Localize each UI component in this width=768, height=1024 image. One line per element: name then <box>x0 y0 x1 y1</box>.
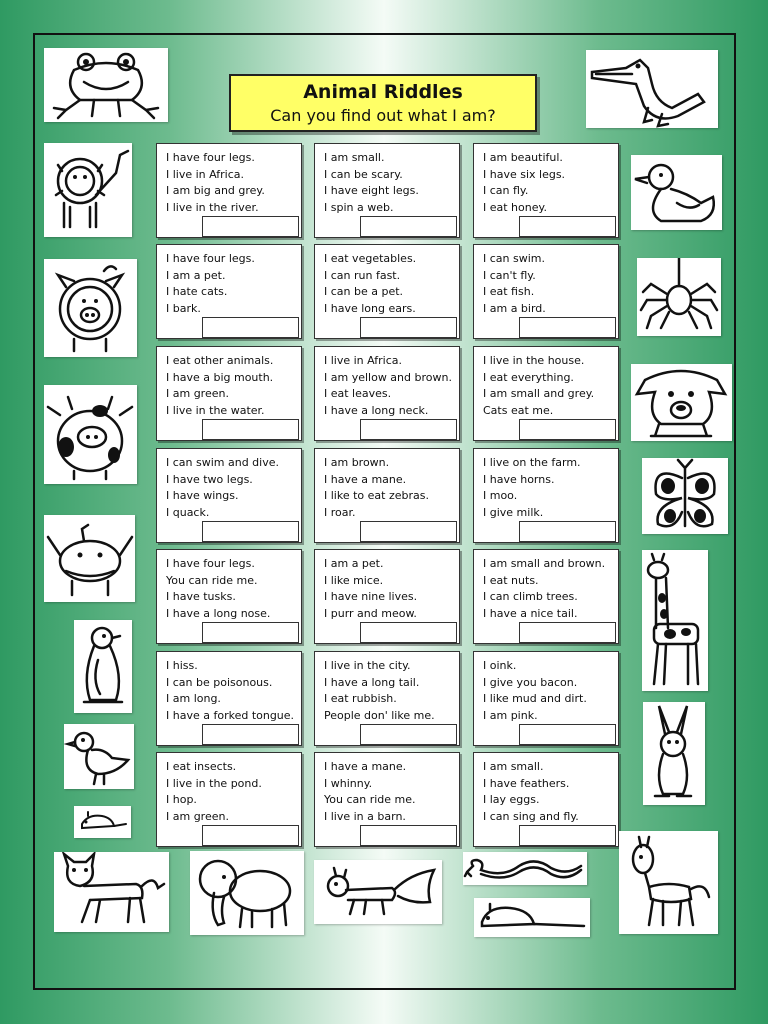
answer-box[interactable] <box>360 317 457 338</box>
riddle-clue-line: I am brown. <box>324 456 390 469</box>
riddle-card <box>156 143 302 238</box>
riddle-card <box>314 752 460 847</box>
riddle-clue-line: I eat vegetables. <box>324 252 417 265</box>
answer-box[interactable] <box>202 317 299 338</box>
answer-box[interactable] <box>202 521 299 542</box>
riddle-clues <box>324 556 455 622</box>
frog-picture <box>44 48 168 122</box>
answer-box[interactable] <box>519 521 616 542</box>
riddle-clue-line: I like mud and dirt. <box>483 692 587 705</box>
riddle-clues <box>166 658 297 724</box>
riddle-clue-line: I whinny. <box>324 776 373 790</box>
riddle-card <box>314 244 460 339</box>
riddle-clue-line: I live in the city. <box>324 659 411 672</box>
riddle-clues <box>483 251 614 317</box>
riddle-card <box>473 346 619 441</box>
riddle-clue-line: I have wings. <box>166 489 239 502</box>
penguin-picture <box>74 620 132 713</box>
riddle-clue-line: I am small and brown. <box>483 557 606 570</box>
riddle-card <box>156 448 302 543</box>
lion-picture <box>44 143 132 237</box>
riddle-card <box>473 143 619 238</box>
riddle-clue-line: I oink. <box>483 659 517 672</box>
riddle-clue-line: I eat fish. <box>483 285 535 298</box>
riddle-clues <box>483 150 614 216</box>
riddle-clue-line: I can be scary. <box>324 167 403 181</box>
riddle-clue-line: I am small. <box>324 151 385 164</box>
riddle-card <box>473 244 619 339</box>
riddle-card <box>314 549 460 644</box>
answer-box[interactable] <box>360 825 457 846</box>
riddle-clues <box>483 353 614 419</box>
butterfly-picture <box>642 458 728 534</box>
riddle-card <box>473 752 619 847</box>
riddle-clue-line: I live in a barn. <box>324 809 406 823</box>
riddle-clue-line: I live in the water. <box>166 403 265 417</box>
riddle-clue-line: I give milk. <box>483 505 544 519</box>
page-subtitle: Can you find out what I am? <box>270 106 496 125</box>
riddle-clue-line: I have feathers. <box>483 776 570 790</box>
page-title: Animal Riddles <box>303 81 463 103</box>
riddle-clue-line: I eat other animals. <box>166 354 274 367</box>
riddle-clue-line: I have four legs. <box>166 557 255 570</box>
riddle-card <box>473 448 619 543</box>
riddle-card <box>314 448 460 543</box>
riddle-clue-line: I like mice. <box>324 573 384 587</box>
answer-box[interactable] <box>360 419 457 440</box>
rat-picture <box>474 898 590 937</box>
riddle-clue-line: I purr and meow. <box>324 606 417 620</box>
riddle-clues <box>483 658 614 724</box>
riddle-clue-line: I am a pet. <box>324 557 384 570</box>
answer-box[interactable] <box>360 724 457 745</box>
answer-box[interactable] <box>519 724 616 745</box>
riddle-clues <box>483 759 614 825</box>
riddle-clue-line: I am green. <box>166 809 229 823</box>
title-box <box>229 74 537 132</box>
riddle-clues <box>166 556 297 622</box>
riddle-clue-line: I have a forked tongue. <box>166 708 295 722</box>
riddle-clue-line: I eat nuts. <box>483 573 539 587</box>
riddle-clue-line: I am green. <box>166 387 229 400</box>
dog-picture <box>631 364 732 441</box>
rabbit-picture <box>643 702 705 805</box>
answer-box[interactable] <box>360 521 457 542</box>
riddle-clue-line: I live in the pond. <box>166 776 262 790</box>
riddle-clue-line: I have a nice tail. <box>483 606 578 620</box>
riddle-clue-line: I am pink. <box>483 708 538 722</box>
riddle-clue-line: I am beautiful. <box>483 151 563 164</box>
riddle-clue-line: I have a mane. <box>324 760 407 773</box>
riddle-clues <box>166 455 297 521</box>
hippo-picture <box>44 515 135 602</box>
pig-picture <box>44 259 137 357</box>
riddle-clue-line: I live in Africa. <box>324 354 403 367</box>
answer-box[interactable] <box>519 216 616 237</box>
riddle-clue-line: I roar. <box>324 505 356 519</box>
giraffe-picture <box>642 550 708 691</box>
riddle-clue-line: I moo. <box>483 489 518 502</box>
riddle-clues <box>483 556 614 622</box>
riddle-clue-line: I like to eat zebras. <box>324 489 429 502</box>
answer-box[interactable] <box>519 317 616 338</box>
riddle-clue-line: I am small. <box>483 760 544 773</box>
riddle-clue-line: I have four legs. <box>166 252 255 265</box>
riddle-clue-line: I am long. <box>166 692 221 705</box>
answer-box[interactable] <box>202 216 299 237</box>
riddle-clue-line: I have eight legs. <box>324 184 419 197</box>
riddle-clues <box>324 353 455 419</box>
riddle-clues <box>324 150 455 216</box>
riddle-clue-line: I quack. <box>166 505 210 519</box>
answer-box[interactable] <box>360 622 457 643</box>
riddle-clue-line: I hiss. <box>166 659 198 672</box>
riddle-clue-line: I bark. <box>166 301 201 315</box>
riddle-clues <box>166 759 297 825</box>
riddle-clues <box>483 455 614 521</box>
riddle-clue-line: I am a bird. <box>483 301 546 315</box>
riddle-clue-line: You can ride me. <box>324 793 416 806</box>
squirrel-picture <box>314 860 442 924</box>
riddle-clue-line: I have a long neck. <box>324 403 429 417</box>
riddle-clue-line: People don' like me. <box>324 708 435 722</box>
riddle-card <box>156 244 302 339</box>
riddle-clue-line: I eat rubbish. <box>324 692 397 705</box>
riddle-clue-line: I can run fast. <box>324 268 401 282</box>
bird-picture <box>64 724 134 789</box>
riddle-clue-line: I live on the farm. <box>483 456 581 469</box>
riddle-clue-line: I have long ears. <box>324 301 416 315</box>
answer-box[interactable] <box>202 825 299 846</box>
riddle-card <box>156 549 302 644</box>
riddle-card <box>156 651 302 746</box>
spider-picture <box>637 258 721 336</box>
riddle-clue-line: I can't fly. <box>483 268 536 282</box>
riddle-clues <box>324 455 455 521</box>
riddle-card <box>473 651 619 746</box>
riddle-clue-line: I can fly. <box>483 184 529 197</box>
riddle-clues <box>166 251 297 317</box>
riddle-clue-line: I spin a web. <box>324 200 394 214</box>
crocodile-picture <box>586 50 718 128</box>
riddle-clue-line: I lay eggs. <box>483 793 540 806</box>
riddle-clues <box>324 658 455 724</box>
cow-picture <box>44 385 137 484</box>
riddle-clue-line: I have tusks. <box>166 590 236 603</box>
riddle-card <box>314 651 460 746</box>
riddle-card <box>156 346 302 441</box>
riddle-clue-line: I am a pet. <box>166 268 226 282</box>
riddle-clue-line: I have a big mouth. <box>166 370 274 384</box>
riddle-clues <box>324 759 455 825</box>
riddle-clue-line: I am small and grey. <box>483 387 595 400</box>
riddle-clue-line: I am yellow and brown. <box>324 370 452 384</box>
horse-picture <box>619 831 718 934</box>
riddle-clues <box>166 353 297 419</box>
riddle-clue-line: I eat insects. <box>166 760 237 773</box>
snake-picture <box>463 852 587 885</box>
riddle-clue-line: I have two legs. <box>166 472 253 486</box>
answer-box[interactable] <box>202 622 299 643</box>
riddle-card <box>473 549 619 644</box>
riddle-clues <box>166 150 297 216</box>
riddle-clue-line: I have a long nose. <box>166 606 271 620</box>
riddle-clue-line: I have horns. <box>483 472 555 486</box>
riddle-clue-line: I have six legs. <box>483 167 566 181</box>
riddle-clue-line: I eat everything. <box>483 370 574 384</box>
riddle-clue-line: I have a long tail. <box>324 675 420 689</box>
riddle-clue-line: I hate cats. <box>166 285 228 298</box>
riddle-clue-line: I can swim. <box>483 252 545 265</box>
answer-box[interactable] <box>202 724 299 745</box>
riddle-clue-line: I can climb trees. <box>483 590 578 603</box>
riddle-clue-line: Cats eat me. <box>483 403 554 417</box>
cat-picture <box>54 852 169 932</box>
riddle-card <box>314 143 460 238</box>
riddle-clue-line: I give you bacon. <box>483 675 578 689</box>
answer-box[interactable] <box>202 419 299 440</box>
mouse-small-picture <box>74 806 131 838</box>
riddle-clue-line: I have four legs. <box>166 151 255 164</box>
answer-box[interactable] <box>519 825 616 846</box>
answer-box[interactable] <box>519 419 616 440</box>
riddle-clue-line: I can be a pet. <box>324 285 404 298</box>
riddle-clue-line: I live in the river. <box>166 200 259 214</box>
riddle-card <box>314 346 460 441</box>
duck-picture <box>631 155 722 230</box>
riddle-clue-line: You can ride me. <box>166 573 258 587</box>
riddle-clue-line: I eat honey. <box>483 200 547 214</box>
riddle-clue-line: I can be poisonous. <box>166 675 273 689</box>
answer-box[interactable] <box>519 622 616 643</box>
riddle-clue-line: I have nine lives. <box>324 590 418 603</box>
riddle-clue-line: I can swim and dive. <box>166 456 279 469</box>
riddle-clues <box>324 251 455 317</box>
riddle-clue-line: I have a mane. <box>324 472 407 486</box>
riddle-card <box>156 752 302 847</box>
riddle-clue-line: I am big and grey. <box>166 184 265 197</box>
answer-box[interactable] <box>360 216 457 237</box>
elephant-picture <box>190 851 304 935</box>
riddle-clue-line: I eat leaves. <box>324 387 392 400</box>
riddle-clue-line: I live in Africa. <box>166 167 245 181</box>
riddle-clue-line: I live in the house. <box>483 354 585 367</box>
riddle-clue-line: I hop. <box>166 793 197 806</box>
riddle-clue-line: I can sing and fly. <box>483 809 579 823</box>
